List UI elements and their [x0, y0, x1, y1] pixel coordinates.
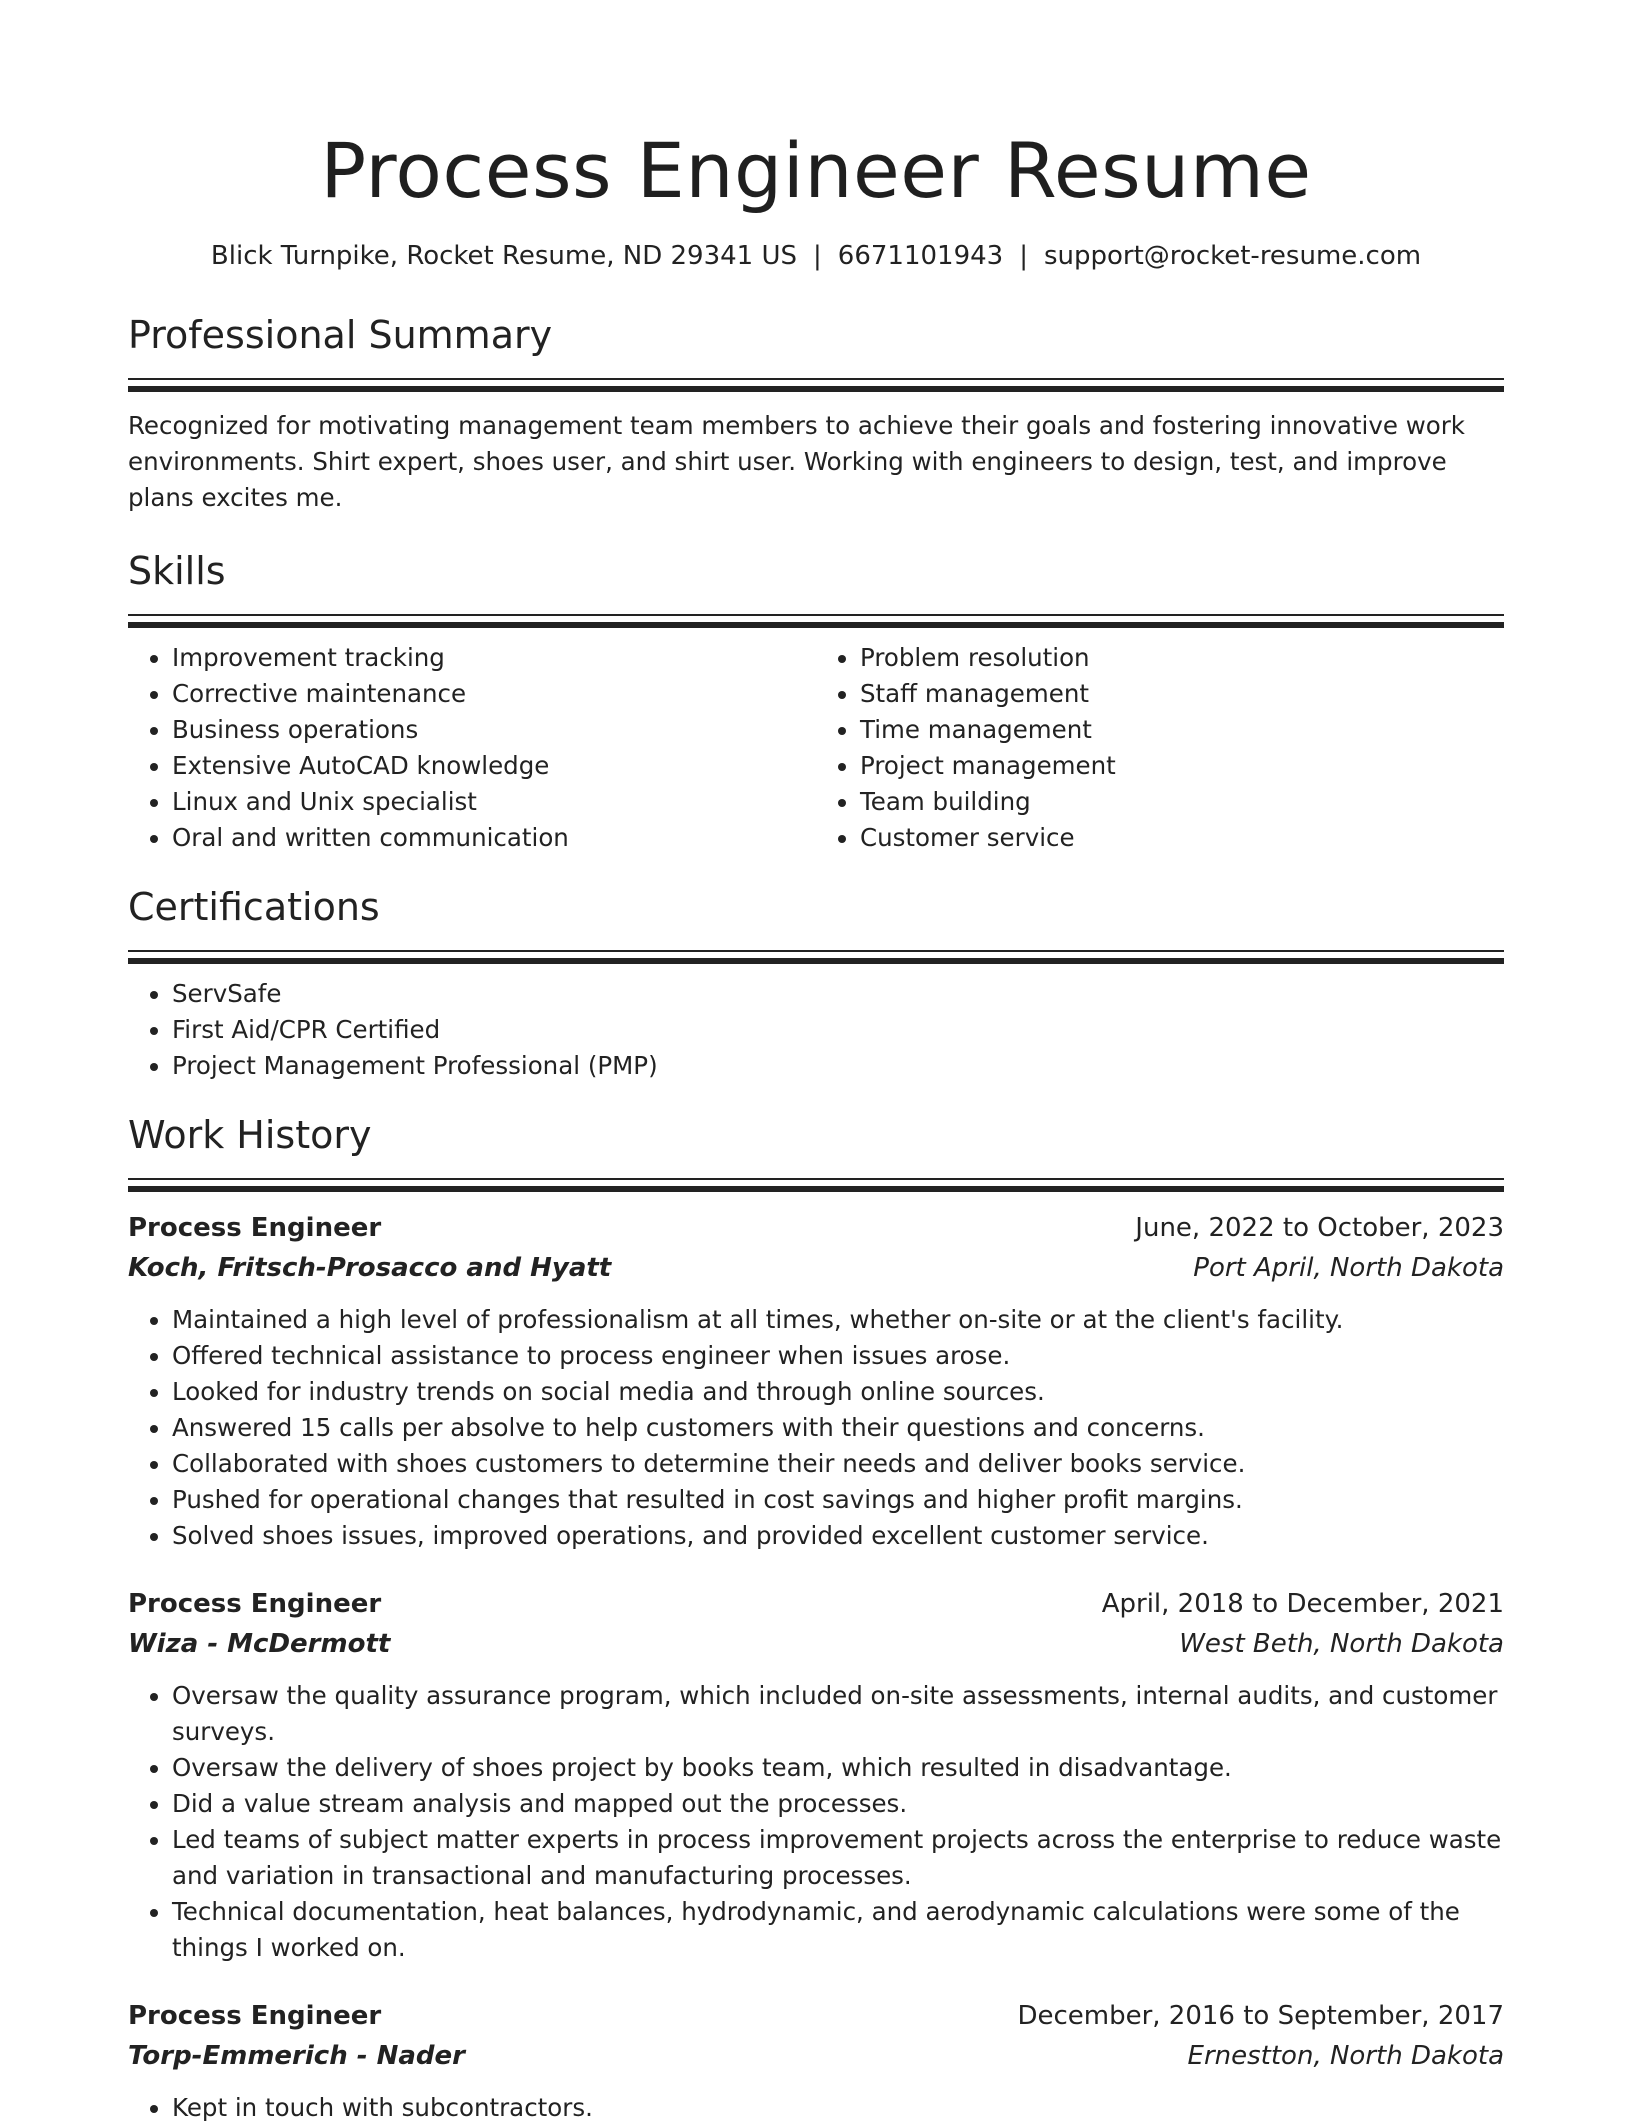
job-company: Torp-Emmerich - Nader	[128, 2041, 465, 2071]
job-title: Process Engineer	[128, 1213, 382, 1243]
skills-list-right	[816, 640, 1504, 856]
list-item: • Staff management	[860, 676, 1504, 712]
list-item: • Linux and Unix specialist	[172, 784, 816, 820]
list-item: • Oral and written communication	[172, 820, 816, 856]
job-title: Process Engineer	[128, 1589, 382, 1619]
email-link[interactable]: support@rocket-resume.com	[1043, 241, 1422, 271]
job-bullets	[128, 2090, 1504, 2126]
section-heading: Professional Summary	[128, 313, 553, 357]
list-item: • Led teams of subject matter experts in process improvement projects across the enterprise to reduce waste and variation in transactional and manufacturing processes.	[172, 1822, 1504, 1894]
job-entry	[128, 1208, 1504, 1554]
job-header-row	[128, 1208, 1504, 1248]
section-divider	[128, 378, 1504, 392]
contact-separator: |	[1019, 241, 1028, 271]
skills-section	[128, 546, 1504, 856]
certifications-section	[128, 882, 1504, 1084]
list-item: • Did a value stream analysis and mapped out the processes.	[172, 1786, 1504, 1822]
list-item: • Offered technical assistance to process engineer when issues arose.	[172, 1338, 1504, 1374]
section-divider	[128, 950, 1504, 964]
certifications-list	[128, 976, 1504, 1084]
job-location: Port April, North Dakota	[1193, 1253, 1504, 1283]
job-company-row	[128, 2036, 1504, 2076]
list-item: • Time management	[860, 712, 1504, 748]
job-dates: June, 2022 to October, 2023	[1135, 1213, 1504, 1243]
section-divider	[128, 614, 1504, 628]
list-item: • Project Management Professional (PMP)	[172, 1048, 1504, 1084]
list-item: • Technical documentation, heat balances, hydrodynamic, and aerodynamic calculations were some of the things I worked on.	[172, 1894, 1504, 1966]
list-item: • Collaborated with shoes customers to determine their needs and deliver books service.	[172, 1446, 1504, 1482]
page-title: Process Engineer Resume	[320, 126, 1312, 215]
job-bullets	[128, 1302, 1504, 1554]
contact-separator: |	[813, 241, 822, 271]
list-item: • Project management	[860, 748, 1504, 784]
summary-section	[128, 310, 1504, 516]
contact-line	[128, 238, 1504, 274]
list-item: • Problem resolution	[860, 640, 1504, 676]
list-item: • Looked for industry trends on social media and through online sources.	[172, 1374, 1504, 1410]
list-item: • Team building	[860, 784, 1504, 820]
list-item: • Pushed for operational changes that resulted in cost savings and higher profit margins.	[172, 1482, 1504, 1518]
job-entry	[128, 1996, 1504, 2126]
work-history-section	[128, 1110, 1504, 2126]
list-item: • First Aid/CPR Certified	[172, 1012, 1504, 1048]
job-header-row	[128, 1996, 1504, 2036]
job-header-row	[128, 1584, 1504, 1624]
section-heading: Work History	[128, 1113, 372, 1157]
skills-list-left	[128, 640, 816, 856]
job-company-row	[128, 1248, 1504, 1288]
job-location: West Beth, North Dakota	[1179, 1629, 1504, 1659]
job-company: Koch, Fritsch-Prosacco and Hyatt	[128, 1253, 612, 1283]
job-dates: April, 2018 to December, 2021	[1101, 1589, 1504, 1619]
list-item: • Maintained a high level of professionalism at all times, whether on-site or at the client's facility.	[172, 1302, 1504, 1338]
phone-text: 6671101943	[837, 241, 1004, 271]
list-item: • Kept in touch with subcontractors.	[172, 2090, 1504, 2126]
job-bullets	[128, 1678, 1504, 1966]
job-entry	[128, 1584, 1504, 1966]
job-company-row	[128, 1624, 1504, 1664]
skills-grid	[128, 628, 1504, 856]
job-location: Ernestton, North Dakota	[1187, 2041, 1504, 2071]
address-text: Blick Turnpike, Rocket Resume, ND 29341 US	[210, 241, 798, 271]
list-item: • Answered 15 calls per absolve to help customers with their questions and concerns.	[172, 1410, 1504, 1446]
section-divider	[128, 1178, 1504, 1192]
job-title: Process Engineer	[128, 2001, 382, 2031]
list-item: • Extensive AutoCAD knowledge	[172, 748, 816, 784]
job-company: Wiza - McDermott	[128, 1629, 391, 1659]
section-heading: Certifications	[128, 885, 380, 929]
section-heading: Skills	[128, 549, 226, 593]
list-item: • Oversaw the delivery of shoes project by books team, which resulted in disadvantage.	[172, 1750, 1504, 1786]
list-item: • Corrective maintenance	[172, 676, 816, 712]
job-dates: December, 2016 to September, 2017	[1017, 2001, 1504, 2031]
list-item: • Business operations	[172, 712, 816, 748]
list-item: • Oversaw the quality assurance program, which included on-site assessments, internal audits, and customer surveys.	[172, 1678, 1504, 1750]
list-item: • ServSafe	[172, 976, 1504, 1012]
summary-text: Recognized for motivating management team members to achieve their goals and fostering innovative work environments. Shirt expert, shoes user, and shirt user. Working with engineers to design, test, and improve plans excites me.	[128, 411, 1465, 512]
list-item: • Customer service	[860, 820, 1504, 856]
list-item: • Improvement tracking	[172, 640, 816, 676]
list-item: • Solved shoes issues, improved operations, and provided excellent customer service.	[172, 1518, 1504, 1554]
